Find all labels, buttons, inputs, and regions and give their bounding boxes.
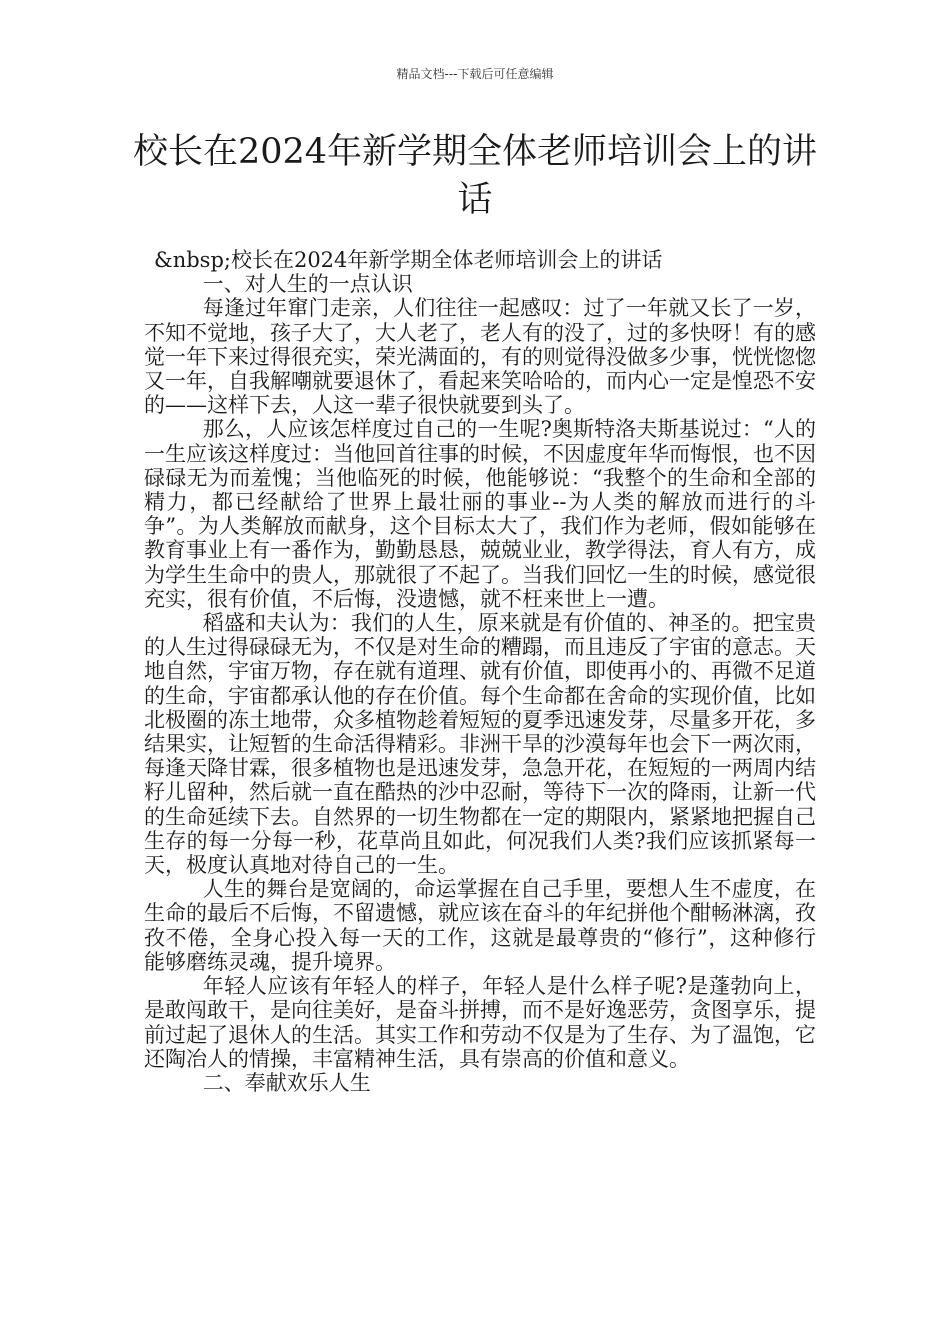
paragraph: 人生的舞台是宽阔的，命运掌握在自己手里，要想人生不虚度，在生命的最后不后悔，不留遗憾，就应该在奋斗的年纪拼他个酣畅淋漓，孜孜不倦，全身心投入每一天的工作，这就是最尊贵的“修行”，这种修行能够磨练灵魂，提升境界。 [144,877,816,974]
section-heading-1: 一、对人生的一点认识 [202,272,413,297]
document-title: 校长在2024年新学期全体老师培训会上的讲话 [132,132,818,220]
paragraph: 每逢过年窜门走亲，人们往往一起感叹：过了一年就又长了一岁，不知不觉地，孩子大了，大人老了，老人有的没了，过的多快呀！有的感觉一年下来过得很充实，荣光满面的，有的则觉得没做多少事，恍恍惚惚又一年，自我解嘲就要退休了，看起来笑哈哈的，而内心一定是惶恐不安的——这样下去，人这一辈子很快就要到头了。 [144,296,816,418]
paragraph: 那么，人应该怎样度过自己的一生呢?奥斯特洛夫斯基说过：“人的一生应该这样度过：当他回首往事的时候，不因虚度年华而悔恨，也不因碌碌无为而羞愧；当他临死的时候，他能够说：“我整个的生命和全部的精力，都已经献给了世界上最壮丽的事业--为人类的解放而进行的斗争”。为人类解放而献身，这个目标太大了，我们作为老师，假如能够在教育事业上有一番作为，勤勤恳恳，兢兢业业，教学得法，育人有方，成为学生生命中的贵人，那就很了不起了。当我们回忆一生的时候，感觉很充实，很有价值，不后悔，没遗憾，就不枉来世上一遭。 [144,417,816,611]
section-heading-2: 二、奉献欢乐人生 [202,1070,371,1095]
lead-line: &nbsp;校长在2024年新学期全体老师培训会上的讲话 [154,248,663,272]
header-note: 精品文档---下载后可任意编辑 [396,67,554,81]
paragraph: 稻盛和夫认为：我们的人生，原来就是有价值的、神圣的。把宝贵的人生过得碌碌无为，不仅是对生命的糟蹋，而且违反了宇宙的意志。天地自然，宇宙万物，存在就有道理、就有价值，即使再小的、再微不足道的生命，宇宙都承认他的存在价值。每个生命都在舍命的实现价值，比如北极圈的冻土地带，众多植物趁着短短的夏季迅速发芽，尽量多开花，多结果实，让短暂的生命活得精彩。非洲干旱的沙漠每年也会下一两次雨，每逢天降甘霖，很多植物也是迅速发芽，急急开花，在短短的一两周内结籽儿留种，然后就一直在酷热的沙中忍耐，等待下一次的降雨，让新一代的生命延续下去。自然界的一切生物都在一定的期限内，紧紧地把握自己生存的每一分每一秒，花草尚且如此，何况我们人类?我们应该抓紧每一天，极度认真地对待自己的一生。 [144,611,816,878]
document-body [144,248,816,1095]
paragraph: 年轻人应该有年轻人的样子，年轻人是什么样子呢?是蓬勃向上，是敢闯敢干，是向往美好，是奋斗拼搏，而不是好逸恶劳，贪图享乐，提前过起了退休人的生活。其实工作和劳动不仅是为了生存、为了温饱，它还陶冶人的情操，丰富精神生活，具有崇高的价值和意义。 [144,974,816,1071]
